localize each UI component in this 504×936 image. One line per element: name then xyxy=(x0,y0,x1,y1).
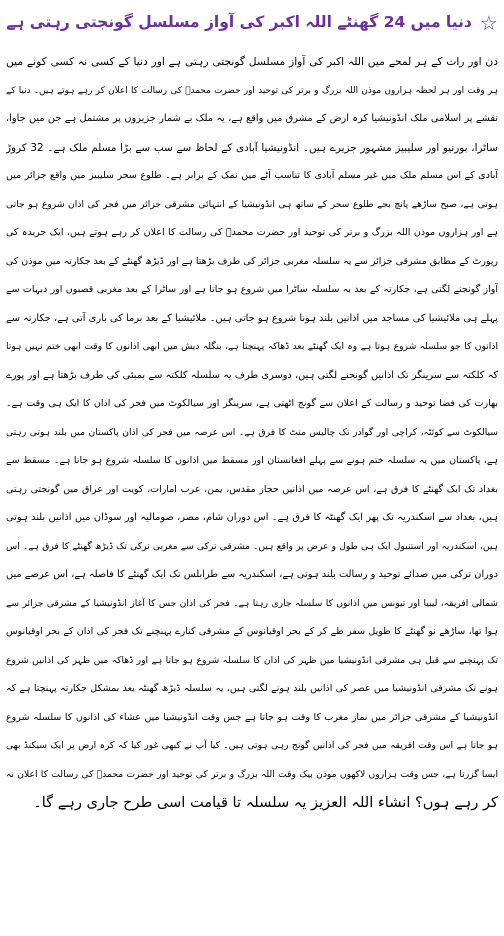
paragraph-line: ہونے تک مشرقی انڈونیشیا میں عصر کی اذانیں بلند ہونے لگتی ہیں، یہ سلسلہ ڈیڑھ گھنٹہ بعد بمشکل جکارتہ پہنچتا ہے کہ xyxy=(6,683,498,694)
paragraph-line: تک پہنچنے سے قبل ہی مشرقی انڈونیشیا میں ظہر کی اذان کا سلسلہ شروع ہو جاتا ہے اور ڈھاکہ میں ظہر کی اذانیں شروع xyxy=(6,654,498,666)
paragraph-line: آواز گونجنے لگتی ہے، جکارتہ کے بعد یہ سلسلہ ساٹرا میں شروع ہو جاتا ہے اور ساٹرا کے بعد مغربی قصبوں اور دیہات سے xyxy=(6,284,498,295)
paragraph-line: دوران ترکی میں صدائے توحید و رسالت بلند ہوتی ہے، اسکندریہ سے طرابلس تک ایک گھنٹے کا فاصلہ ہے، اس عرصے میں xyxy=(6,569,498,580)
paragraph-line: ہوا تھا، ساڑھے نو گھنٹے کا طویل سفر طے کر کے بحر اوقیانوس کے مشرقی کنارے پہنچنے تک فجر کی اذان کے بحر اوقیانوس xyxy=(6,626,498,637)
paragraph-line: دن اور رات کے ہر لمحے میں اللہ اکبر کی آواز مسلسل گونجتی رہتی ہے اور دنیا کے کسی نہ کسی کونے میں xyxy=(6,55,498,68)
paragraph-line: ہے، پاکستان میں یہ سلسلہ ختم ہونے سے پہلے افغانستان اور مسقط میں اذانوں کا سلسلہ شروع ہو جاتا ہے۔ مسقط سے xyxy=(6,455,498,466)
article-header xyxy=(6,8,498,38)
paragraph-line: نقشے پر اسلامی ملک انڈونیشیا کرہ ارض کے مشرق میں واقع ہے، یہ ملک بے شمار جزیروں پر مشتمل ہے جن میں جاوا، xyxy=(6,113,498,124)
paragraph-line: ساٹرا، بورنیو اور سلیبیز مشہور جزیرے ہیں۔ انڈونیشیا آبادی کے لحاظ سے سب سے بڑا مسلم ملک ہے۔ 32 کروڑ xyxy=(6,141,498,154)
paragraph-line: ہیں، اسکندریہ اور استنبول ایک ہی طول و عرض پر واقع ہیں۔ مشرقی ترکی سے مغربی ترکی تک ڈیڑھ گھنٹے کا فرق ہے۔ اس xyxy=(6,540,498,552)
paragraph-line: شمالی افریقہ، لیبیا اور تیونس میں اذانوں کا سلسلہ جاری رہتا ہے۔ فجر کی اذان جس کا آغاز انڈونیشیا کے مشرقی جزائر سے xyxy=(6,597,498,609)
paragraph-line: بغداد تک ایک گھنٹے کا فرق ہے، اس عرصہ میں اذانیں حجاز مقدس، یمن، عرب امارات، کویت اور عراق میں گونجتی رہتی xyxy=(6,483,498,495)
paragraph-line: آبادی کے اس مسلم ملک میں غیر مسلم آبادی کا تناسب آٹے میں نمک کے برابر ہے۔ طلوع سحر سلیبیز میں واقع جزائر میں xyxy=(6,170,498,181)
paragraph-line: کر رہے ہوں؟ انشاء اللہ العزیز یہ سلسلہ تا قیامت اسی طرح جاری رہے گا۔ xyxy=(33,794,498,811)
paragraph-line: رپورٹ کے مطابق مشرقی جزائر سے یہ سلسلہ مغربی جزائر کی طرف بڑھتا ہے اور ڈیڑھ گھنٹے کے بعد جکارتہ میں موذن کی xyxy=(6,255,498,267)
paragraph-line: کہ کلکتہ سے سرینگر تک اذانیں گونجنے لگتی ہیں، دوسری طرف یہ سلسلہ کلکتہ سے بمبئی کی طرف بڑھتا ہے اور پورے xyxy=(6,369,498,381)
paragraph-line: انڈونیشیا کے مشرقی جزائر میں نماز مغرب کا وقت ہو جاتا ہے جس وقت انڈونیشیا میں عشاء کی اذانوں کا سلسلہ شروع xyxy=(6,711,498,723)
article-title: دنیا میں 24 گھنٹے اللہ اکبر کی آواز مسلسل گونجتی رہتی ہے xyxy=(6,13,472,32)
paragraph-line: ہو جاتا ہے اس وقت افریقہ میں فجر کی اذانیں گونج رہی ہوتی ہیں۔ کیا آپ نے کبھی غور کیا کہ کرہ ارض پر ایک سیکنڈ بھی xyxy=(6,740,498,751)
article-body xyxy=(6,48,498,818)
paragraph-line: ہے اور ہزاروں موذن اللہ بزرگ و برتر کی توحید اور حضرت محمدؐ کی رسالت کا اعلان کر رہے ہوتے ہیں، ایک جریدہ کی xyxy=(6,227,498,238)
paragraph-line: ہر وقت اور ہر لحظہ ہزاروں موذن اللہ بزرگ و برتر کی توحید اور حضرت محمدؐ کی رسالت کا اعلان کر رہے ہوتے ہیں۔ دنیا کے xyxy=(6,85,498,96)
paragraph-line: ایسا گزرتا ہے، جس وقت ہزاروں لاکھوں موذن بیک وقت اللہ بزرگ و برتر کی توحید اور حضرت محمدؐ کی رسالت کا اعلان نہ xyxy=(6,768,498,780)
paragraph-line: پہلے ہی ملائیشیا کی مساجد میں اذانیں بلند ہونا شروع ہو جاتی ہیں۔ ملائیشیا کے بعد برما کی باری آتی ہے، جکارتہ سے xyxy=(6,312,498,324)
paragraph-line: سیالکوٹ سے کوئٹہ، کراچی اور گوادر تک چالیس منٹ کا فرق ہے۔ اس عرصہ میں فجر کی اذان پاکستان میں بلند ہوتی رہتی xyxy=(6,426,498,438)
paragraph-line: اذانوں کا جو سلسلہ شروع ہوتا ہے وہ ایک گھنٹے بعد ڈھاکہ پہنچتا ہے، بنگلہ دیش میں ابھی اذانوں کا وقت ابھی ختم نہیں ہوتا xyxy=(6,341,498,352)
paragraph-line: بھارت کی فضا توحید و رسالت کے اعلان سے گونج اٹھتی ہے، سرینگر اور سیالکوٹ میں فجر کی اذان کا ایک ہی وقت ہے۔ xyxy=(6,398,498,409)
paragraph-line: ہوتی ہے، صبح ساڑھے پانچ بجے طلوع سحر کے ساتھ ہی انڈونیشیا کے انتہائی مشرقی جزائر میں فجر کی اذان شروع ہو جاتی xyxy=(6,198,498,210)
paragraph-line: ہیں، بغداد سے اسکندریہ تک پھر ایک گھنٹہ کا فرق ہے۔ اس دوران شام، مصر، صومالیہ اور سوڈان میں اذانیں بلند ہوتی xyxy=(6,512,498,523)
star-outline-icon: ☆ xyxy=(479,11,498,35)
